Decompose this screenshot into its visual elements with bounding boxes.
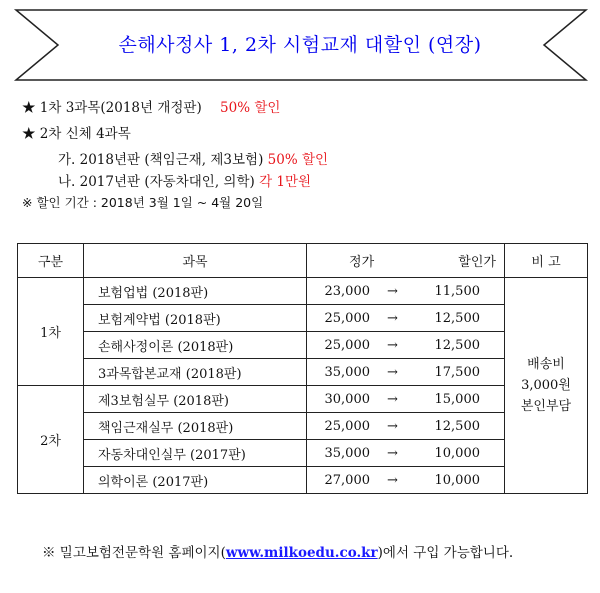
subject-cell: 제3보험실무 (2018판) [84, 386, 307, 413]
price-cell [307, 467, 505, 494]
price-value: 27,000 [324, 472, 370, 488]
footer-note [42, 541, 513, 561]
price-cell [307, 332, 505, 359]
arrow-icon: → [387, 445, 398, 461]
note-line-2: 3,000원 [521, 378, 571, 393]
price-cell [307, 386, 505, 413]
price-value: 25,000 [324, 310, 370, 326]
page-title: 손해사정사 1, 2차 시험교재 대할인 (연장) [118, 34, 482, 56]
sale-value: 11,500 [434, 283, 480, 299]
header-price-sale [307, 244, 505, 278]
price-value: 23,000 [324, 283, 370, 299]
table-row [18, 440, 588, 467]
note-line-1: 배송비 [527, 357, 565, 372]
info-line-1-text: ★ 1차 3과목(2018년 개정판) [22, 100, 202, 116]
arrow-icon: → [387, 418, 398, 434]
header-category: 구분 [18, 244, 84, 278]
price-value: 25,000 [324, 418, 370, 434]
group-label-1: 1차 [18, 278, 84, 386]
table-row [18, 278, 588, 305]
group-label-2: 2차 [18, 386, 84, 494]
subject-cell: 보험계약법 (2018판) [84, 305, 307, 332]
price-cell [307, 440, 505, 467]
arrow-icon: → [387, 337, 398, 353]
info-line-4-text: 나. 2017년판 (자동차대인, 의학) [58, 174, 255, 190]
arrow-icon: → [387, 472, 398, 488]
table-row [18, 305, 588, 332]
info-line-4-discount: 각 1만원 [259, 174, 312, 190]
arrow-icon: → [387, 283, 398, 299]
sale-value: 12,500 [434, 310, 480, 326]
subject-cell: 보험업법 (2018판) [84, 278, 307, 305]
subject-cell: 손해사정이론 (2018판) [84, 332, 307, 359]
price-value: 35,000 [324, 364, 370, 380]
subject-cell: 의학이론 (2017판) [84, 467, 307, 494]
price-cell [307, 359, 505, 386]
table-header-row [18, 244, 588, 278]
info-line-4 [58, 170, 311, 190]
header-note: 비 고 [505, 244, 588, 278]
footer-prefix: ※ 밀고보험전문학원 홈페이지( [42, 545, 226, 561]
sale-value: 10,000 [434, 472, 480, 488]
arrow-icon: → [387, 391, 398, 407]
info-line-5: ※ 할인 기간 : 2018년 3월 1일 ~ 4월 20일 [22, 195, 264, 210]
price-value: 35,000 [324, 445, 370, 461]
price-value: 25,000 [324, 337, 370, 353]
info-line-1 [22, 96, 280, 116]
table-row [18, 332, 588, 359]
sale-value: 15,000 [434, 391, 480, 407]
table-row [18, 386, 588, 413]
info-line-2: ★ 2차 신체 4과목 [22, 126, 131, 142]
sale-value: 17,500 [434, 364, 480, 380]
price-value: 30,000 [324, 391, 370, 407]
homepage-link[interactable]: www.milkoedu.co.kr [225, 545, 378, 561]
subject-cell: 3과목합본교재 (2018판) [84, 359, 307, 386]
price-table [17, 243, 588, 494]
info-line-1-discount: 50% 할인 [220, 100, 281, 116]
note-line-3: 본인부담 [520, 399, 572, 414]
price-cell [307, 278, 505, 305]
header-subject: 과목 [84, 244, 307, 278]
table-row [18, 359, 588, 386]
price-cell [307, 413, 505, 440]
footer-suffix: )에서 구입 가능합니다. [377, 545, 514, 561]
note-cell [505, 278, 588, 494]
arrow-icon: → [387, 310, 398, 326]
price-cell [307, 305, 505, 332]
table-row [18, 413, 588, 440]
table-row [18, 467, 588, 494]
sale-value: 12,500 [434, 418, 480, 434]
subject-cell: 책임근재실무 (2018판) [84, 413, 307, 440]
arrow-icon: → [387, 364, 398, 380]
info-line-3 [58, 148, 328, 168]
sale-value: 12,500 [434, 337, 480, 353]
info-line-3-discount: 50% 할인 [267, 152, 329, 168]
header-sale: 할인가 [458, 255, 496, 270]
subject-cell: 자동차대인실무 (2017판) [84, 440, 307, 467]
header-price: 정가 [349, 255, 375, 270]
info-line-3-text: 가. 2018년판 (책임근재, 제3보험) [58, 152, 264, 168]
sale-value: 10,000 [434, 445, 480, 461]
